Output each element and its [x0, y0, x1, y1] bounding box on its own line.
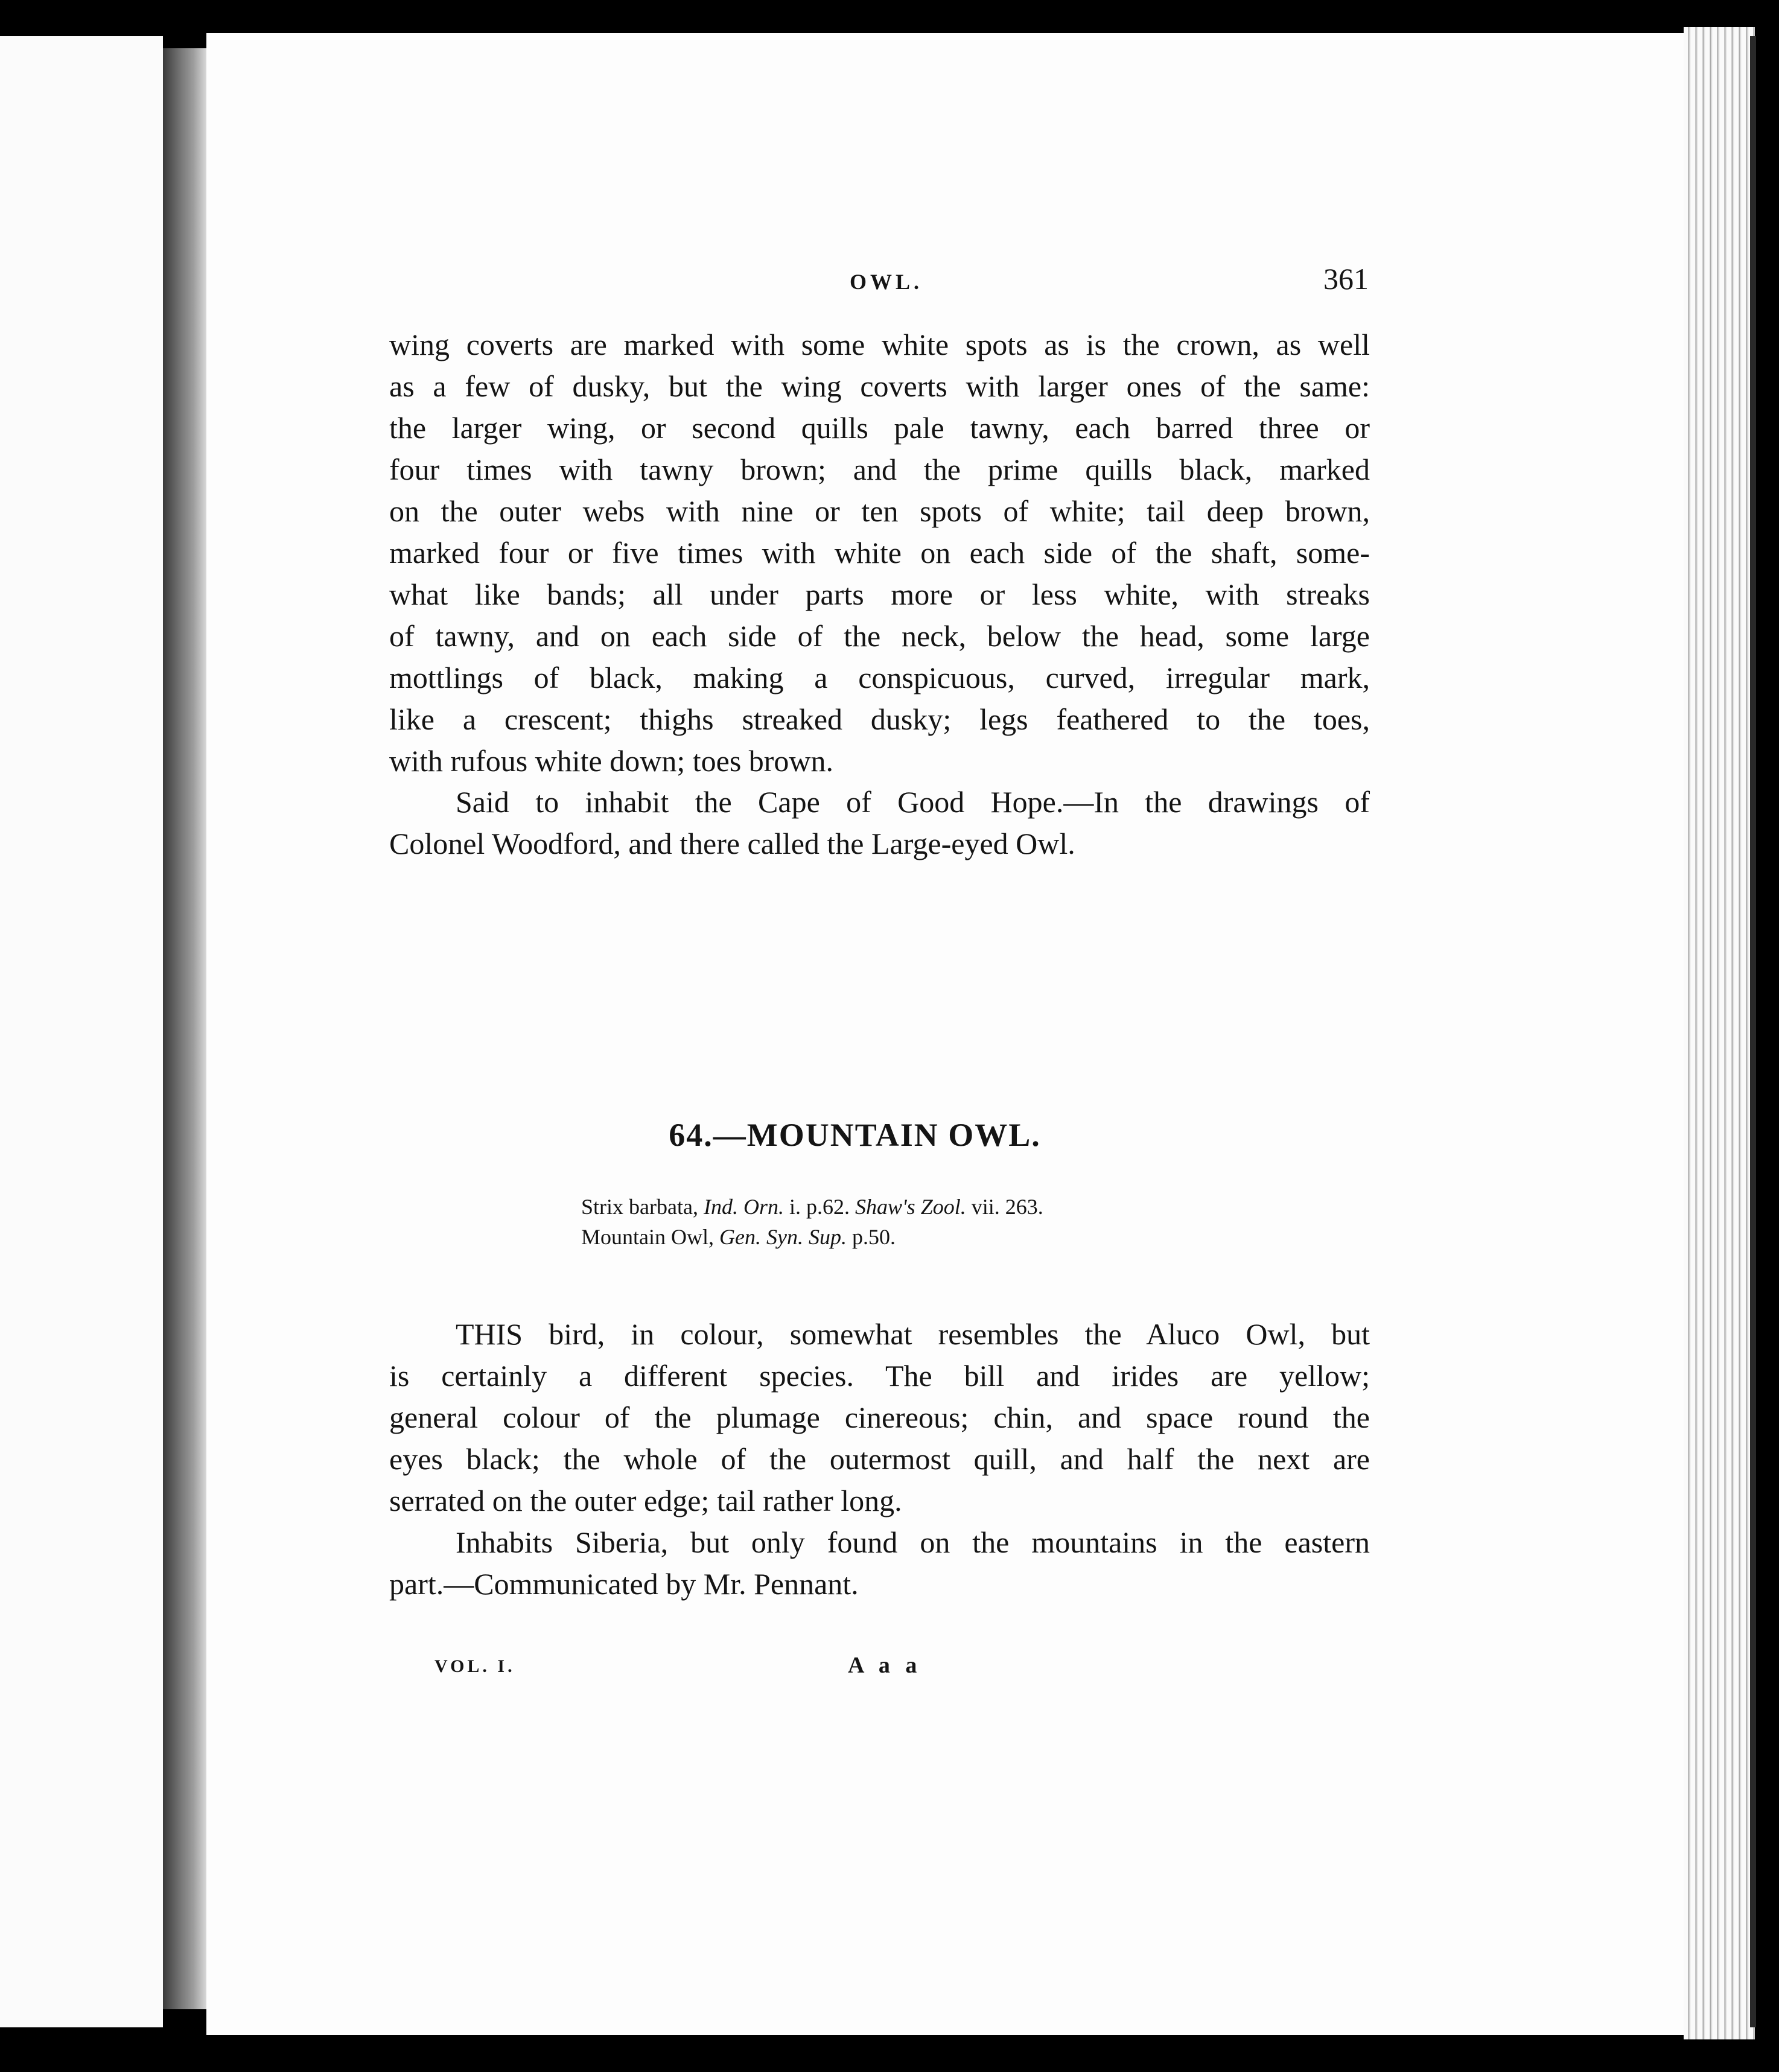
text-line: Inhabits Siberia, but only found on the mountains in the eastern — [456, 1525, 1370, 1559]
text-line: part.—Communicated by Mr. Pennant. — [389, 1567, 859, 1601]
synonym-reference: Shaw's Zool. — [854, 1195, 966, 1219]
page-stack-edges — [1684, 27, 1755, 2039]
synonymy-block — [581, 1192, 1043, 1252]
synonymy-line — [581, 1222, 1043, 1252]
section-heading — [0, 1116, 1779, 1154]
text-line: of tawny, and on each side of the neck, below the head, some large — [389, 619, 1370, 653]
synonym-name: Strix barbata, — [581, 1195, 698, 1219]
text-line: general colour of the plumage cinereous; chin, and space round the — [389, 1400, 1370, 1434]
book-gutter — [163, 48, 206, 2009]
text-line: what like bands; all under parts more or less white, with streaks — [389, 577, 1370, 611]
text-line: four times with tawny brown; and the prime quills black, marked — [389, 453, 1370, 486]
text-line: THIS bird, in colour, somewhat resembles the Aluco Owl, but — [456, 1317, 1370, 1351]
page-stack-shadow — [1750, 36, 1756, 2027]
synonym-locator: p.50. — [851, 1225, 896, 1249]
text-line: mottlings of black, making a conspicuous, curved, irregular mark, — [389, 661, 1370, 694]
synonym-locator: vii. 263. — [971, 1195, 1043, 1219]
text-line: as a few of dusky, but the wing coverts with larger ones of the same: — [389, 369, 1370, 403]
text-line: wing coverts are marked with some white spots as is the crown, as well — [389, 328, 1370, 361]
synonym-reference: Ind. Orn. — [703, 1195, 784, 1219]
text-line: is certainly a different species. The bill and irides are yellow; — [389, 1359, 1370, 1393]
page-number: 361 — [1323, 262, 1369, 296]
text-line: eyes black; the whole of the outermost quill, and half the next are — [389, 1442, 1370, 1476]
section-heading-text: 64.—MOUNTAIN OWL. — [669, 1117, 1041, 1153]
volume-label: VOL. I. — [434, 1656, 515, 1676]
synonym-name: Mountain Owl, — [581, 1225, 714, 1249]
text-line: like a crescent; thighs streaked dusky; legs feathered to the toes, — [389, 702, 1370, 736]
paragraph-mountain-owl-description — [389, 1314, 1370, 1605]
synonym-reference: Gen. Syn. Sup. — [719, 1225, 847, 1249]
running-head: OWL. — [850, 270, 923, 294]
synonymy-line — [581, 1192, 1043, 1222]
facing-page-edge — [0, 36, 163, 2027]
text-line: serrated on the outer edge; tail rather long. — [389, 1484, 902, 1517]
paragraph-description-continued — [389, 324, 1370, 782]
text-line: on the outer webs with nine or ten spots of white; tail deep brown, — [389, 494, 1370, 528]
synonym-locator: i. p.62. — [789, 1195, 850, 1219]
paragraph-habitat-note — [389, 781, 1370, 865]
signature-mark: A a a — [848, 1653, 922, 1678]
text-line: Said to inhabit the Cape of Good Hope.—In the drawings of — [456, 785, 1370, 819]
text-line: marked four or five times with white on each side of the shaft, some- — [389, 536, 1370, 570]
text-line: the larger wing, or second quills pale tawny, each barred three or — [389, 411, 1370, 445]
text-line: Colonel Woodford, and there called the Large-eyed Owl. — [389, 827, 1075, 860]
text-line: with rufous white down; toes brown. — [389, 744, 834, 778]
